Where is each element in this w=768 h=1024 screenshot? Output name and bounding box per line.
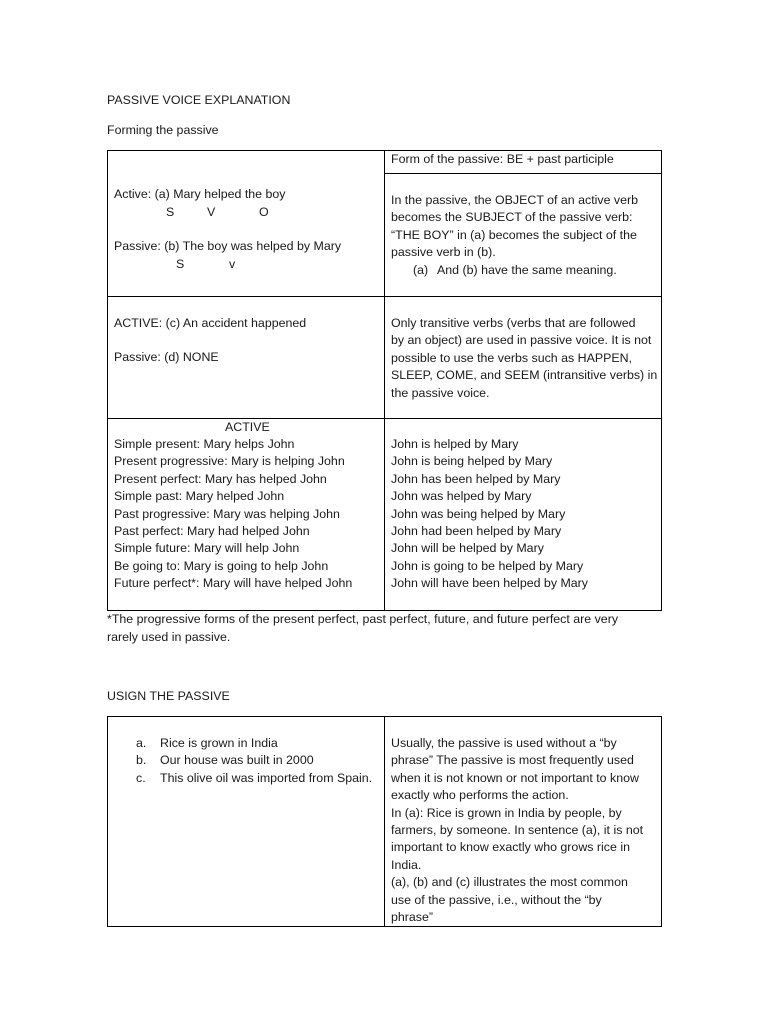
example-marker: a. xyxy=(136,736,147,750)
section-heading-using-passive: USIGN THE PASSIVE xyxy=(107,689,230,703)
explanation-line: phrase” The passive is most frequently used xyxy=(391,753,634,768)
example-text: Rice is grown in India xyxy=(160,736,278,750)
footnote xyxy=(107,611,618,647)
explanation-line: In (a): Rice is grown in India by people, by xyxy=(391,805,622,820)
passive-tense-item: John is being helped by Mary xyxy=(391,454,553,469)
passive-tense-item: John will be helped by Mary xyxy=(391,541,544,556)
passive-tense-item: John will have been helped by Mary xyxy=(391,576,588,591)
example-c-active: ACTIVE: (c) An accident happened xyxy=(114,316,307,330)
explanation-line: possible to use the verbs such as HAPPEN, xyxy=(391,350,633,365)
passive-tense-item: John was helped by Mary xyxy=(391,489,532,504)
explanation-line: use of the passive, i.e., without the “by xyxy=(391,892,602,907)
example-text: This olive oil was imported from Spain. xyxy=(160,770,373,785)
explanation-line: Only transitive verbs (verbs that are followed xyxy=(391,316,636,330)
active-tense-item: Simple present: Mary helps John xyxy=(114,437,295,451)
example-item xyxy=(136,735,372,752)
example-item xyxy=(136,752,372,769)
passive-explanation xyxy=(391,192,638,279)
explanation-line: important to know exactly who grows rice in xyxy=(391,840,630,855)
explanation-line: when it is not known or not important to know xyxy=(391,770,639,785)
active-column-title: ACTIVE xyxy=(225,420,270,434)
passive-tense-item: John is helped by Mary xyxy=(391,437,519,451)
explanation-line: (a), (b) and (c) illustrates the most common xyxy=(391,875,628,890)
explanation-line: “THE BOY” in (a) becomes the subject of the xyxy=(391,227,637,242)
transitive-explanation xyxy=(391,315,657,402)
label-v: V xyxy=(207,205,216,219)
explanation-line: farmers, by someone. In sentence (a), it is not xyxy=(391,823,644,838)
active-tense-item: Past perfect: Mary had helped John xyxy=(114,524,310,539)
explanation-line: becomes the SUBJECT of the passive verb: xyxy=(391,210,633,225)
passive-tense-item: John was being helped by Mary xyxy=(391,506,566,521)
active-tense-item: Future perfect*: Mary will have helped John xyxy=(114,576,353,591)
explanation-line: the passive voice. xyxy=(391,385,490,400)
passive-tense-list xyxy=(391,436,588,593)
active-tense-item: Present progressive: Mary is helping John xyxy=(114,454,345,469)
passive-tense-item: John had been helped by Mary xyxy=(391,524,562,539)
label-o: O xyxy=(259,205,269,219)
usage-explanation xyxy=(391,735,643,926)
subheading-forming: Forming the passive xyxy=(107,123,219,137)
active-tense-item: Present perfect: Mary has helped John xyxy=(114,471,327,486)
explanation-line: In the passive, the OBJECT of an active verb xyxy=(391,193,639,207)
passive-tense-item: John is going to be helped by Mary xyxy=(391,558,584,573)
passive-tense-item: John has been helped by Mary xyxy=(391,471,561,486)
example-item xyxy=(136,770,372,787)
list-text: And (b) have the same meaning. xyxy=(437,262,617,277)
example-marker: c. xyxy=(136,770,146,785)
explanation-line: passive verb in (b). xyxy=(391,245,496,260)
example-d-passive: Passive: (d) NONE xyxy=(114,350,219,364)
active-tense-item: Past progressive: Mary was helping John xyxy=(114,506,340,521)
example-list xyxy=(136,735,372,787)
active-tense-list xyxy=(114,436,352,593)
explanation-line: phrase” xyxy=(391,910,434,925)
explanation-line: exactly who performs the action. xyxy=(391,788,569,803)
explanation-line: India. xyxy=(391,857,422,872)
list-marker: (a) xyxy=(413,262,429,277)
label-v-passive: v xyxy=(229,257,236,271)
explanation-list-item xyxy=(391,262,638,279)
example-marker: b. xyxy=(136,753,147,768)
label-s-passive: S xyxy=(176,257,185,271)
label-s: S xyxy=(166,205,175,219)
footnote-line: rarely used in passive. xyxy=(107,630,231,645)
example-b-passive: Passive: (b) The boy was helped by Mary xyxy=(114,239,342,253)
example-a-active: Active: (a) Mary helped the boy xyxy=(114,187,286,201)
page-heading: PASSIVE VOICE EXPLANATION xyxy=(107,93,291,107)
active-tense-item: Simple future: Mary will help John xyxy=(114,541,300,556)
example-text: Our house was built in 2000 xyxy=(160,753,314,768)
explanation-line: SLEEP, COME, and SEEM (intransitive verbs) in xyxy=(391,368,658,383)
passive-form-header: Form of the passive: BE + past participle xyxy=(391,152,614,166)
footnote-line: *The progressive forms of the present perfect, past perfect, future, and future perfect are very xyxy=(107,612,619,626)
explanation-line: Usually, the passive is used without a “by xyxy=(391,736,617,750)
active-tense-item: Simple past: Mary helped John xyxy=(114,489,285,504)
explanation-line: by an object) are used in passive voice. It is not xyxy=(391,333,652,348)
active-tense-item: Be going to: Mary is going to help John xyxy=(114,558,329,573)
